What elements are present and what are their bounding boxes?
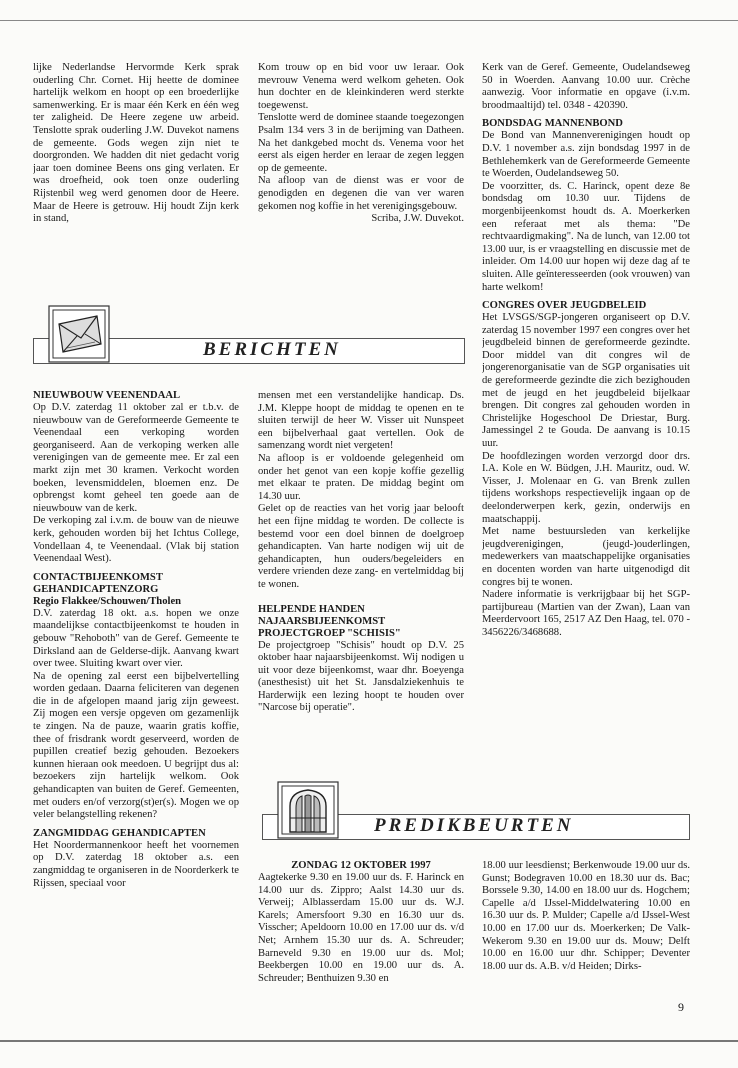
section-subheading: Regio Flakkee/Schouwen/Tholen (33, 595, 182, 607)
article-paragraph: Kom trouw op en bid voor uw leraar. Ook mevrouw Venema werd welkom geheten. Ook hun dochter en de kleinkinderen werd sterkte toegewenst. (258, 62, 464, 111)
section-heading: CONGRES OVER JEUGDBELEID (482, 300, 647, 312)
section-heading: BONDSDAG MANNENBOND (482, 118, 623, 130)
article-paragraph: Het Noordermannenkoor heeft het voornemen op D.V. zaterdag 18 oktober a.s. een zangmiddag te organiseren in de Noorderkerk te Rijssen, speciaal voor (33, 839, 239, 889)
article-paragraph: De hoofdlezingen worden verzorgd door drs. I.A. Kole en W. Büdgen, J.H. Mauritz, oud. W. Visser, J. Molenaar en G. van Brenk zullen tijdens workshops respectievelijk ingaan op de deelonderwerpen kerk, gezin, onderwijs en maatschappij. (482, 450, 690, 525)
article-paragraph: Gelet op de reacties van het vorig jaar belooft het een fijne middag te worden. De collecte is bestemd voor een doel binnen de doelgroep gehandicapten. Van harte nodigen wij uit de gehandicapten, hun ouders/begeleiders en verdere vrienden deze zang- en vertelmiddag bij te wonen. (258, 503, 464, 590)
page-number: 9 (678, 1000, 684, 1014)
article-continuation: Kerk van de Geref. Gemeente, Oudelandseweg 50 in Woerden. Aanvang 10.00 uur. Crèche aanwezig. Voor informatie en opgave (i.v.m. broodmaaltijd) tel. 0348 - 420390. (482, 62, 690, 111)
top-column-1 (33, 62, 239, 284)
berichten-column-1 (33, 390, 239, 998)
article-paragraph: De voorzitter, ds. C. Harinck, opent deze 8e bondsdag om 10.30 uur. Tijdens de morgenbijeenkomst houdt ds. A. Moerkerken een referaat met als thema: "De rechtvaardigmaking". Na de lunch, van 12.00 tot 13.00 uur, is er vraagstelling en discussie met de inleider. Om 14.00 uur hopen wij deze dag af te sluiten. Alle geïnteresseerden (ook vrouwen) van harte welkom! (482, 180, 690, 293)
berichten-banner (33, 302, 465, 364)
berichten-column-2 (258, 390, 464, 770)
right-column (482, 62, 690, 770)
article-paragraph: D.V. zaterdag 18 okt. a.s. hopen we onze maandelijkse contactbijeenkomst te houden in gebouw "Rehoboth" van de Geref. Gemeente te Dirksland aan de Gelderse-dijk. Aanvang kwart over twee. Sluiting kwart over vier. (33, 607, 239, 670)
predikbeurten-column-2 (482, 860, 690, 1000)
article-paragraph: Tenslotte werd de dominee staande toegezongen Psalm 134 vers 3 in de berijming van Datheen. Na het dankgebed mocht ds. Venema voor het eerst als eigen herder en leraar de zegen leggen op de gemeente. (258, 112, 464, 174)
church-window-icon (276, 780, 340, 840)
article-paragraph: Nadere informatie is verkrijgbaar bij het SGP-partijbureau (Martien van der Zwan), Laan van Meerdervoort 165, 2517 AZ Den Haag, tel. 070 - 3456226/3468688. (482, 589, 690, 638)
article-paragraph: Het LVSGS/SGP-jongeren organiseert op D.V. zaterdag 15 november 1997 een congres over het jeugdbeleid binnen de gereformeerde gezindte. Door middel van dit congres wil de jongerenorganisatie van de SGP organisaties uit de gereformeerde gezindte die zich bezighouden met de jeugd en het jeugdbeleid bijelkaar brengen. Dit congres zal gehouden worden in Christelijke Hogeschool De Driestar, Burg. Jamessingel 2 te Gouda. De aanvang is 10.15 uur. (482, 312, 690, 450)
section-heading: ZONDAG 12 OKTOBER 1997 (291, 860, 431, 871)
article-paragraph: De projectgroep "Schisis" houdt op D.V. 25 oktober haar najaarsbijeenkomst. Wij nodigen u uit voor deze bijeenkomst, waar dhr. Boeyenga (anesthesist) uit het St. Jansdalziekenhuis te Harderwijk een lezing hoopt te houden over "Narcose bij operatie". (258, 639, 464, 714)
predikbeurten-banner (262, 778, 690, 840)
berichten-title: BERICHTEN (203, 339, 341, 360)
section-heading: HELPENDE HANDEN NAJAARSBIJEENKOMST PROJECTGROEP "SCHISIS" (258, 603, 401, 639)
section-heading: NIEUWBOUW VEENENDAAL (33, 390, 181, 401)
article-paragraph: Met name bestuursleden van kerkelijke jeugdverenigingen, (jeugd-)ouderlingen, medewerkers van maatschappelijke organisaties en docenten worden van harte uitgenodigd dit congres bij te wonen. (482, 526, 690, 588)
article-paragraph: De verkoping zal i.v.m. de bouw van de nieuwe kerk, gehouden worden bij het Ichtus College, Vondellaan 4, te Veenendaal. (Vlak bij station Veenendaal West). (33, 515, 239, 565)
top-column-2 (258, 62, 464, 294)
preaching-schedule: Aagtekerke 9.30 en 19.00 uur ds. F. Harinck en 14.00 uur ds. Zippro; Aalst 14.30 uur ds. Verweij; Alblasserdam 15.00 uur ds. W.J. Karels; Amersfoort 9.30 en 16.30 uur ds. Visscher; Apeldoorn 10.00 en 17.00 uur ds. v/d Net; Arnhem 15.30 uur ds. A. Schreuder; Barneveld 9.30 en 19.00 uur ds. Mol; Beekbergen 10.00 en 19.00 uur ds. A. Schreuder; Benthuizen 9.30 en (258, 872, 464, 984)
article-paragraph: mensen met een verstandelijke handicap. Ds. J.M. Kleppe hoopt de middag te openen en te sluiten terwijl de heer W. Visser uit Nunspeet een bijbelverhaal gaat vertellen. Ook de samenzang wordt niet vergeten! (258, 390, 464, 452)
predikbeurten-column-1 (258, 860, 464, 1000)
article-paragraph: Na afloop is er voldoende gelegenheid om onder het genot van een kopje koffie gezellig met elkaar te praten. De middag begint om 14.30 uur. (258, 452, 464, 502)
section-heading: CONTACTBIJEENKOMST GEHANDICAPTENZORG (33, 571, 163, 595)
preaching-schedule: 18.00 uur leesdienst; Berkenwoude 19.00 uur ds. Gunst; Bodegraven 10.00 en 18.30 uur ds. Bac; Borssele 9.30, 14.00 en 18.00 uur ds. Hogchem; Capelle a/d IJssel-Middelwatering 10.00 en 16.30 uur ds. P. Mulder; Capelle a/d IJssel-West 10.00 en 17.00 uur ds. Moerkerken; De Valk-Wekerom 9.30 en 19.00 uur ds. Mouw; Delft 10.00 en 16.00 uur dhr. Schipper; Deventer 18.00 uur ds. A.B. v/d Heiden; Dirks- (482, 860, 690, 972)
article-paragraph: Na de opening zal eerst een bijbelvertelling worden gedaan. Daarna feliciteren van degenen die in de afgelopen maand jarig zijn geweest. Zij mogen een versje opgeven om gezamenlijk te zingen. Na de pauze, waarin gratis koffie, thee of frisdrank wordt geserveerd, worden de pupillen creatief bezig gehouden. Bezoekers kunnen hieraan ook meedoen. U begrijpt dus al: bezoekers zijn hartelijk welkom. Ook gehandicapten van buiten de Geref. Gemeenten, met ouders en/of verzorg(st)er(s). Mogen we op veler belangstelling rekenen? (33, 670, 239, 821)
predikbeurten-title: PREDIKBEURTEN (374, 815, 574, 836)
article-paragraph: Op D.V. zaterdag 11 oktober zal er t.b.v. de nieuwbouw van de Gereformeerde Gemeente te Veenendaal een verkoping worden georganiseerd. Aan de verkoping werken alle verenigingen van de gemeente mee. Er zal een markt zijn met 30 kramen. Verkocht worden boeken, levensmiddelen, bloemen enz. De opbrengst komt geheel ten goede aan de nieuwbouw van de kerk. (33, 402, 239, 514)
article-paragraph: De Bond van Mannenverenigingen houdt op D.V. 1 november a.s. zijn bondsdag 1997 in de Bethlehemkerk van de Gereformeerde Gemeente te Woerden, Oudelandseweg 50. (482, 130, 690, 180)
top-rule (0, 20, 738, 21)
envelope-icon (47, 304, 111, 364)
signature: Scriba, J.W. Duvekot. (371, 213, 464, 225)
bottom-rule (0, 1040, 738, 1042)
article-continuation: lijke Nederlandse Hervormde Kerk sprak ouderling Chr. Cornet. Hij heette de dominee hartelijk welkom en hoopt op een broederlijke samenwerking. Er is maar één Kerk en één weg ter zaligheid. De Heere zegene uw arbeid. Tenslotte sprak ouderling J.W. Duvekot namens de gemeente. Gods wegen zijn niet te doorgronden. We hadden dit niet gedacht vorig jaar toen dominee Beens ons ging verlaten. Er was droefheid, ook toen onze ouderling Rijstenbil weg werd genomen door de Heere. Maar de Heere is getrouw. Hij houdt Zijn kerk in stand, (33, 62, 239, 225)
article-paragraph: Na afloop van de dienst was er voor de genodigden en degenen die van ver waren gekomen nog koffie in het verenigingsgebouw. (258, 175, 464, 212)
section-heading: ZANGMIDDAG GEHANDICAPTEN (33, 827, 206, 839)
